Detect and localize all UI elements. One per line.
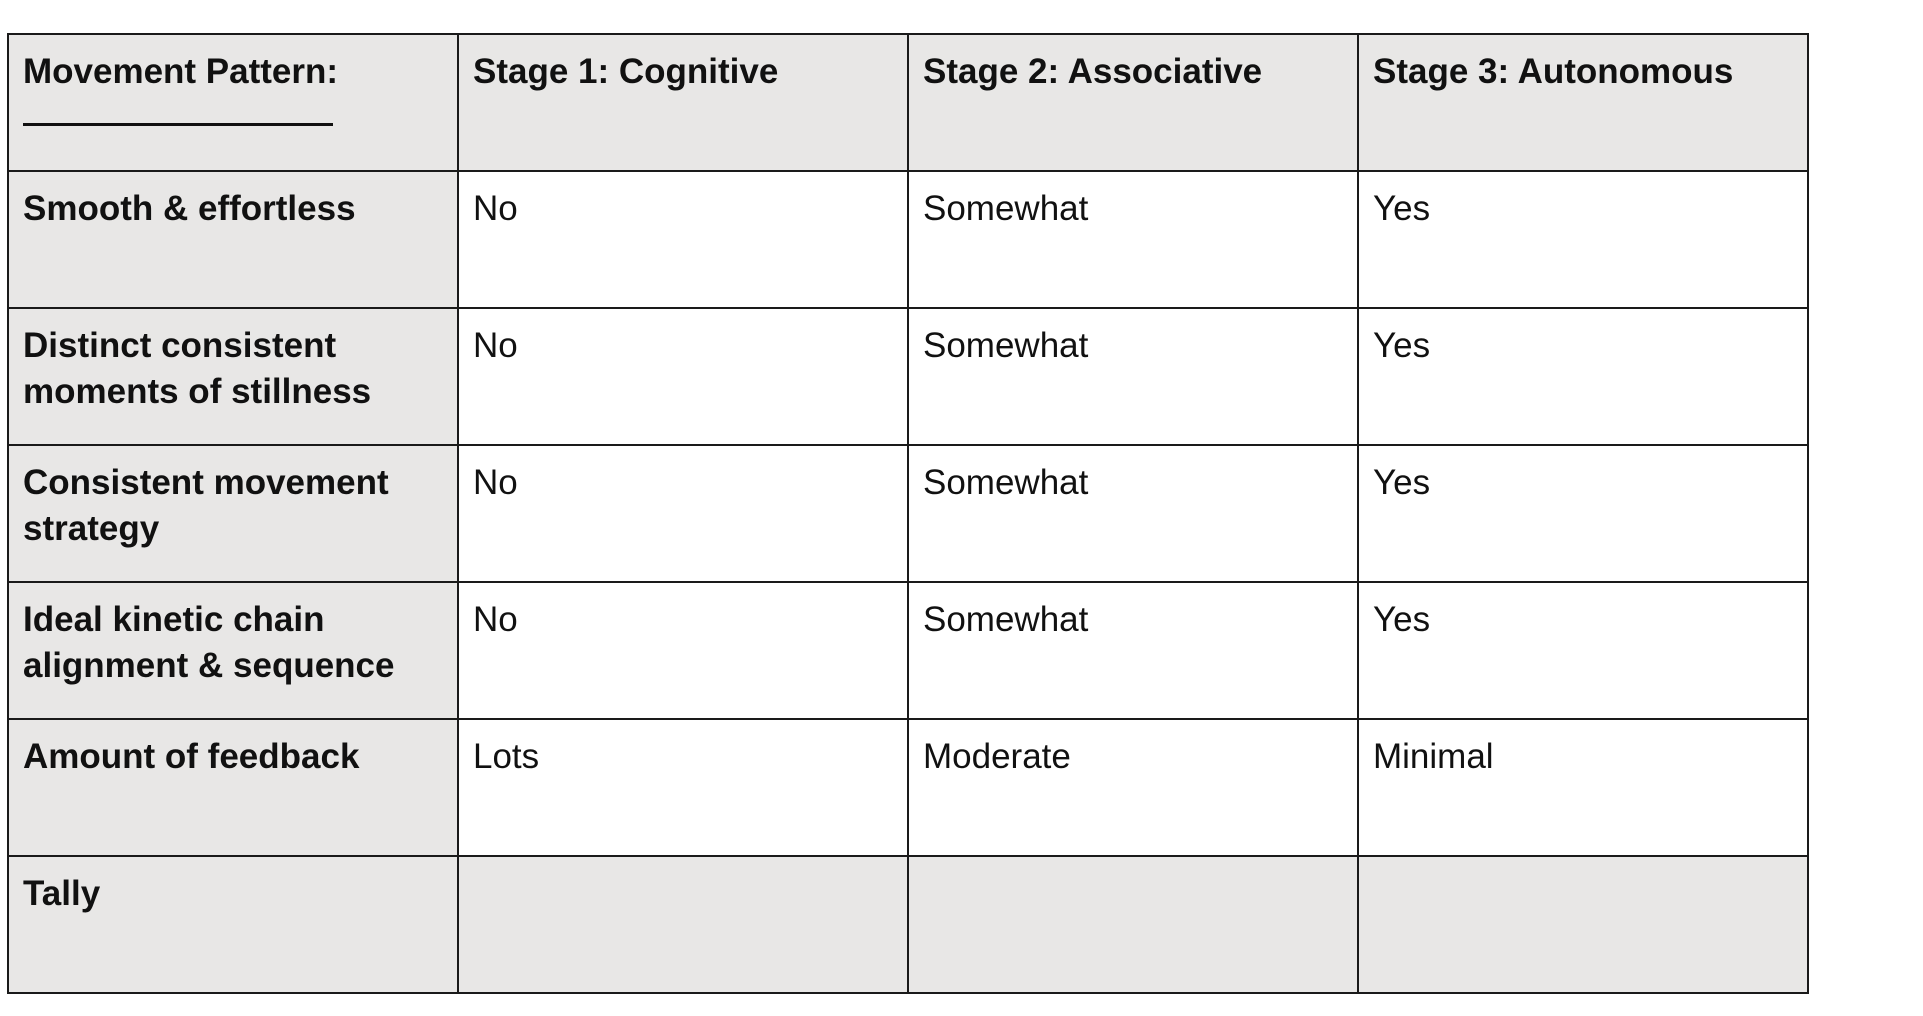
table-cell: No [458,171,908,308]
tally-cell-stage-1 [458,856,908,993]
table-cell: Yes [1358,171,1808,308]
table-row [8,445,1808,582]
tally-row [8,856,1808,993]
row-label-smooth-effortless: Smooth & effortless [8,171,458,308]
row-label-movement-strategy: Consistent movement strategy [8,445,458,582]
table-cell: Somewhat [908,171,1358,308]
header-stage-2: Stage 2: Associative [908,34,1358,171]
table-row [8,719,1808,856]
table-cell: Minimal [1358,719,1808,856]
table-cell: No [458,582,908,719]
table-row [8,582,1808,719]
tally-cell-stage-2 [908,856,1358,993]
row-label-amount-of-feedback: Amount of feedback [8,719,458,856]
table-cell: Yes [1358,308,1808,445]
table-cell: Lots [458,719,908,856]
table-cell: No [458,445,908,582]
table-row [8,308,1808,445]
table-cell: Somewhat [908,308,1358,445]
movement-stage-table [7,33,1809,994]
row-label-kinetic-chain: Ideal kinetic chain alignment & sequence [8,582,458,719]
header-movement-pattern-cell [8,34,458,171]
movement-pattern-blank-line [23,95,333,126]
table-cell: No [458,308,908,445]
row-label-tally: Tally [8,856,458,993]
header-stage-3: Stage 3: Autonomous [1358,34,1808,171]
table-row [8,171,1808,308]
table-cell: Somewhat [908,582,1358,719]
table-cell: Yes [1358,582,1808,719]
tally-cell-stage-3 [1358,856,1808,993]
header-row [8,34,1808,171]
header-stage-1: Stage 1: Cognitive [458,34,908,171]
table-cell: Yes [1358,445,1808,582]
table-cell: Moderate [908,719,1358,856]
row-label-moments-of-stillness: Distinct consistent moments of stillness [8,308,458,445]
movement-pattern-label: Movement Pattern: [23,52,339,91]
table-cell: Somewhat [908,445,1358,582]
